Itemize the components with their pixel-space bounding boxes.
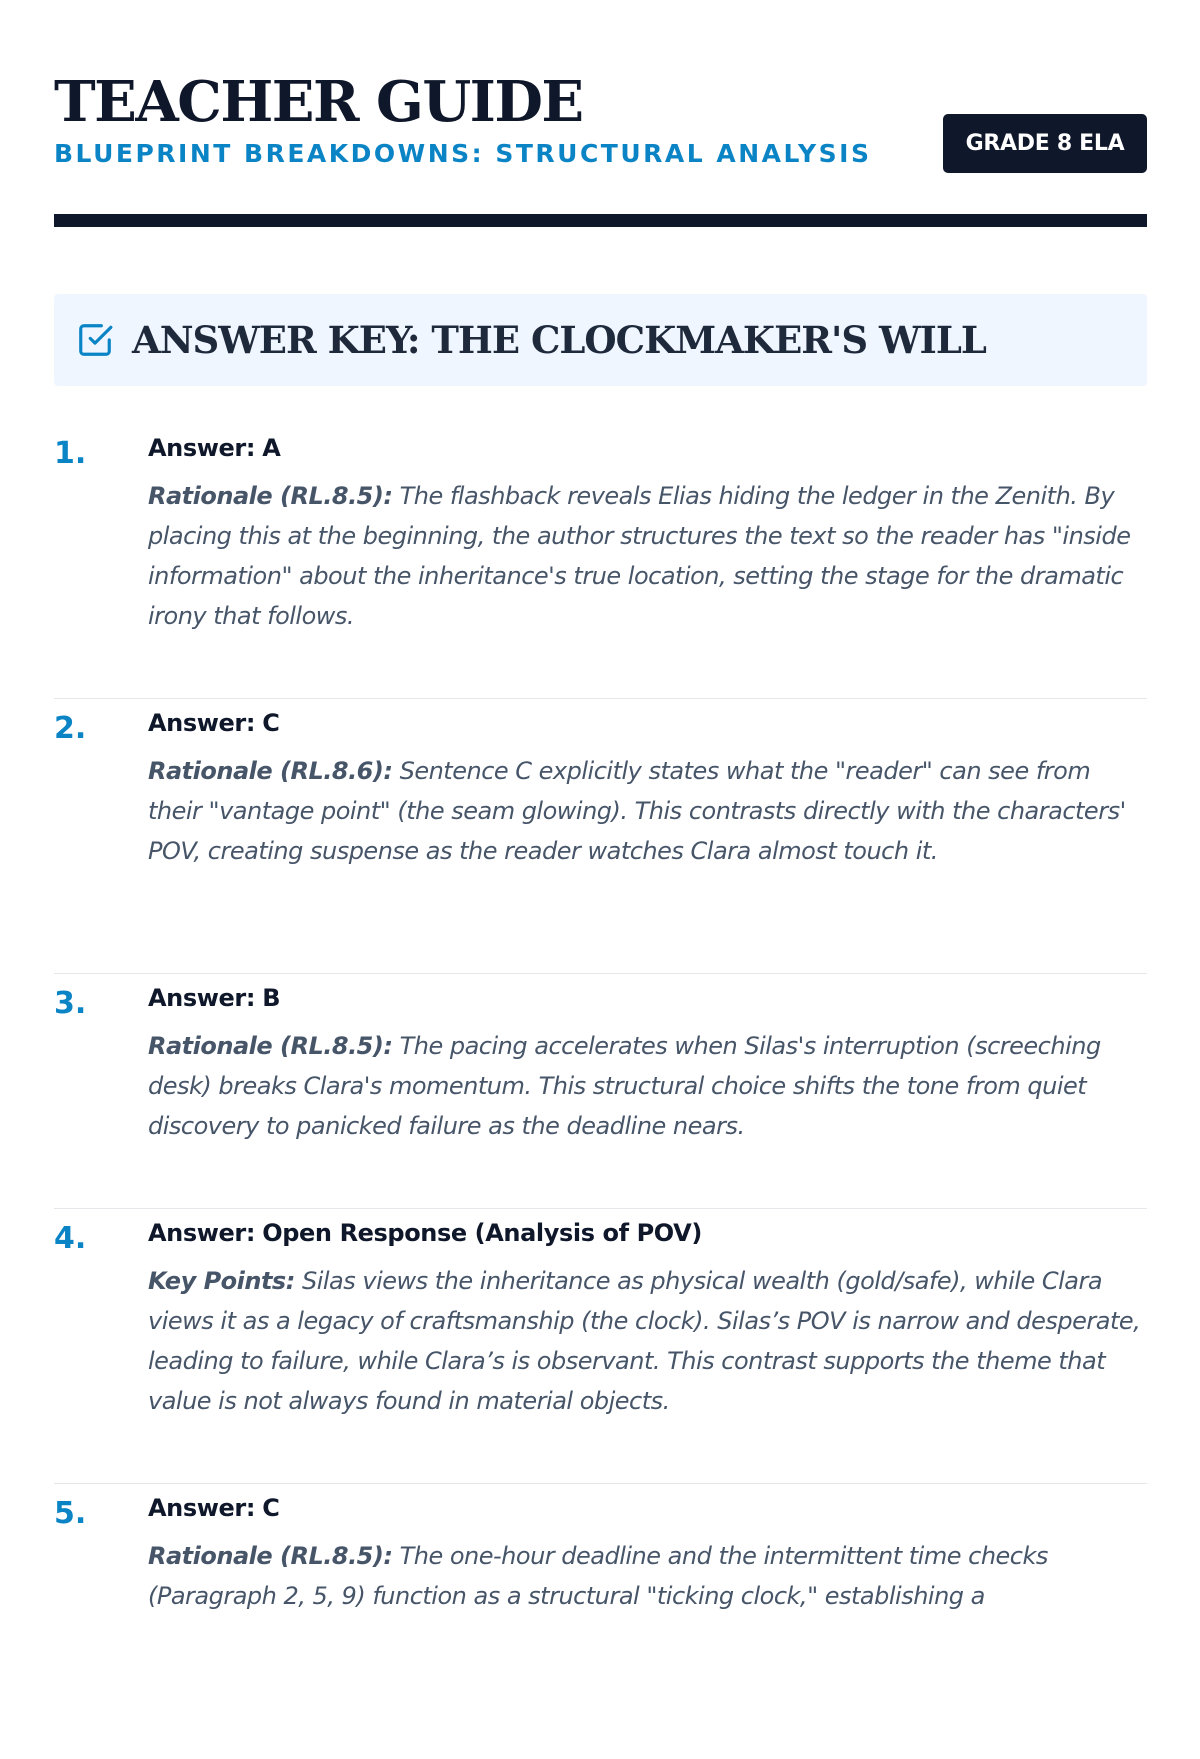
header-divider: [54, 214, 1147, 227]
answer-label: Answer:: [148, 984, 256, 1012]
answer-body: [148, 705, 1148, 871]
answer-body: [148, 980, 1148, 1146]
answer-key-title: ANSWER KEY: THE CLOCKMAKER'S WILL: [132, 318, 986, 362]
key-points-text: Silas views the inheritance as physical wealth (gold/safe), while Clara views it as a legacy of craftsmanship (the clock). Silas’s POV is narrow and desperate, leading to failure, while Clara’s is observant. This contrast supports the theme that value is not always found in material objects.: [148, 1267, 1141, 1415]
answer-number: 5.: [54, 1496, 87, 1531]
rationale-text: The one-hour deadline and the intermittent time checks (Paragraph 2, 5, 9) function as a structural "ticking clock," establishing a: [148, 1542, 1048, 1610]
rationale-text: The flashback reveals Elias hiding the ledger in the Zenith. By placing this at the beginning, the author structures the text so the reader has "inside information" about the inheritance's true location, setting the stage for the dramatic irony that follows.: [148, 482, 1131, 630]
key-points: [148, 1261, 1148, 1421]
answer-body: [148, 430, 1148, 636]
answer-body: [148, 1490, 1148, 1616]
rationale-label: Rationale (RL.8.5):: [148, 482, 393, 510]
answer-body: [148, 1215, 1148, 1421]
answer-line: [148, 1215, 1148, 1251]
answer-value: Open Response (Analysis of POV): [262, 1219, 702, 1247]
answer-value: B: [262, 984, 281, 1012]
rationale: [148, 476, 1148, 636]
page-subtitle: BLUEPRINT BREAKDOWNS: STRUCTURAL ANALYSIS: [54, 139, 872, 168]
answer-line: [148, 980, 1148, 1016]
teacher-guide-page: [54, 0, 1147, 1610]
answer-item-1: [54, 424, 1147, 699]
answer-item-4: [54, 1209, 1147, 1484]
answer-number: 1.: [54, 436, 87, 471]
grade-badge: GRADE 8 ELA: [943, 114, 1147, 173]
answer-key-banner: [54, 294, 1147, 386]
answer-label: Answer:: [148, 709, 256, 737]
key-points-label: Key Points:: [148, 1267, 295, 1295]
rationale: [148, 1026, 1148, 1146]
page-title: TEACHER GUIDE: [54, 69, 583, 135]
rationale-text: The pacing accelerates when Silas's interruption (screeching desk) breaks Clara's momentum. This structural choice shifts the tone from quiet discovery to panicked failure as the deadline nears.: [148, 1032, 1101, 1140]
answer-value: C: [262, 709, 280, 737]
rationale-label: Rationale (RL.8.6):: [148, 757, 393, 785]
answer-value: C: [262, 1494, 280, 1522]
rationale: [148, 751, 1148, 871]
answer-label: Answer:: [148, 1494, 256, 1522]
answer-item-5: [54, 1484, 1147, 1759]
answer-number: 3.: [54, 986, 87, 1021]
checkbox-check-icon: [76, 321, 114, 359]
rationale-text: Sentence C explicitly states what the "reader" can see from their "vantage point" (the seam glowing). This contrasts directly with the characters' POV, creating suspense as the reader watches Clara almost touch it.: [148, 757, 1126, 865]
answer-list: [54, 424, 1147, 1759]
answer-line: [148, 1490, 1148, 1526]
answer-line: [148, 430, 1148, 466]
answer-item-3: [54, 974, 1147, 1209]
answer-value: A: [262, 434, 281, 462]
answer-number: 4.: [54, 1221, 87, 1256]
rationale-label: Rationale (RL.8.5):: [148, 1542, 393, 1570]
answer-number: 2.: [54, 711, 87, 746]
answer-label: Answer:: [148, 1219, 256, 1247]
answer-line: [148, 705, 1148, 741]
rationale: [148, 1536, 1148, 1616]
answer-label: Answer:: [148, 434, 256, 462]
page-header: [54, 0, 1147, 227]
answer-item-2: [54, 699, 1147, 974]
rationale-label: Rationale (RL.8.5):: [148, 1032, 393, 1060]
